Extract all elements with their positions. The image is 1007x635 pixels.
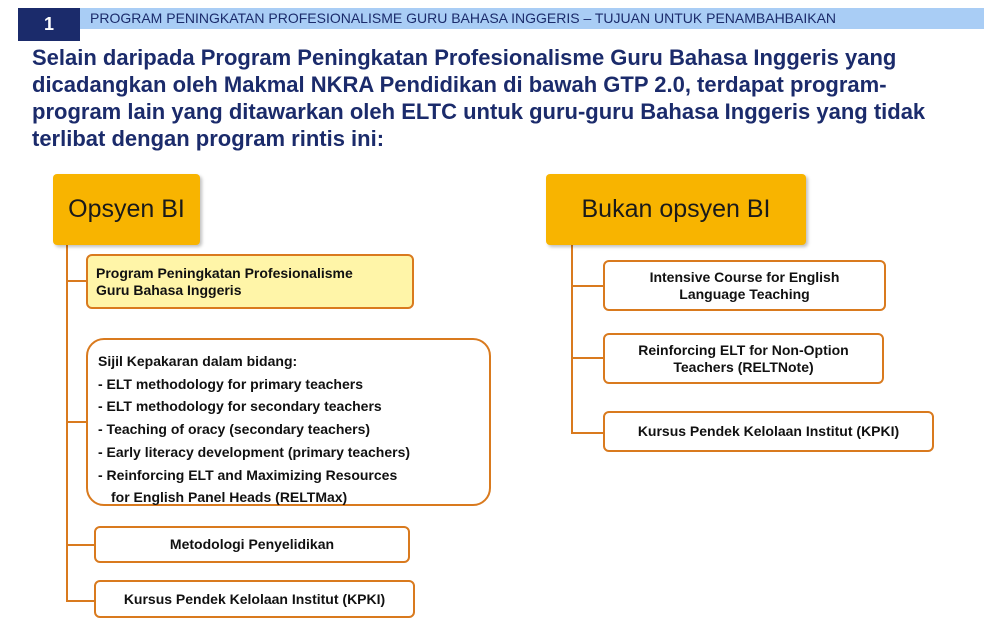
- intensive-course-line-2: Language Teaching: [679, 285, 810, 302]
- list-line: for English Panel Heads (RELTMax): [111, 489, 348, 506]
- right-connector-2: [571, 357, 604, 359]
- intro-paragraph: Selain daripada Program Peningkatan Profesionalisme Guru Bahasa Inggeris yang dicadangkan oleh Makmal NKRA Pendidikan di bawah GTP 2.0, terdapat program-program lain yang ditawarkan oleh ELTC untuk guru-guru Bahasa Inggeris yang tidak terlibat dengan program rintis ini:: [32, 45, 926, 151]
- right-connector-1: [571, 285, 604, 287]
- list-line: - ELT methodology for secondary teachers: [98, 398, 382, 415]
- opsyen-bi-header: Opsyen BI: [53, 174, 200, 245]
- list-line: - ELT methodology for primary teachers: [98, 375, 364, 392]
- intensive-course-box: [603, 260, 886, 311]
- intensive-course-line-1: Intensive Course for English: [649, 268, 840, 285]
- reltnote-line-2: Teachers (RELTNote): [673, 358, 814, 375]
- slide-number: 1: [18, 8, 80, 41]
- program-profesionalisme-line-1: Program Peningkatan Profesionalisme: [96, 264, 353, 281]
- list-line: - Reinforcing ELT and Maximizing Resources: [98, 466, 398, 483]
- reltnote-line-1: Reinforcing ELT for Non-Option: [638, 341, 849, 358]
- left-connector-4: [66, 600, 94, 602]
- sijil-kepakaran-box: [86, 338, 491, 506]
- left-connector-2: [66, 421, 88, 423]
- kpki-left-box: Kursus Pendek Kelolaan Institut (KPKI): [94, 580, 415, 618]
- list-line: - Early literacy development (primary teachers): [98, 443, 411, 460]
- right-trunk-line: [571, 244, 573, 434]
- kpki-right-box: Kursus Pendek Kelolaan Institut (KPKI): [603, 411, 934, 452]
- program-profesionalisme-line-2: Guru Bahasa Inggeris: [96, 281, 242, 298]
- left-connector-3: [66, 544, 94, 546]
- left-connector-1: [66, 280, 88, 282]
- list-line: - Teaching of oracy (secondary teachers): [98, 421, 371, 438]
- right-connector-3: [571, 432, 604, 434]
- banner-title: PROGRAM PENINGKATAN PROFESIONALISME GURU BAHASA INGGERIS – TUJUAN UNTUK PENAMBAHBAIKAN: [90, 10, 837, 26]
- bukan-opsyen-bi-header: Bukan opsyen BI: [546, 174, 806, 245]
- program-profesionalisme-box: [86, 254, 414, 309]
- list-line: Sijil Kepakaran dalam bidang:: [98, 353, 298, 369]
- reltnote-box: [603, 333, 884, 384]
- left-trunk-line: [66, 244, 68, 602]
- metodologi-penyelidikan-box: Metodologi Penyelidikan: [94, 526, 410, 563]
